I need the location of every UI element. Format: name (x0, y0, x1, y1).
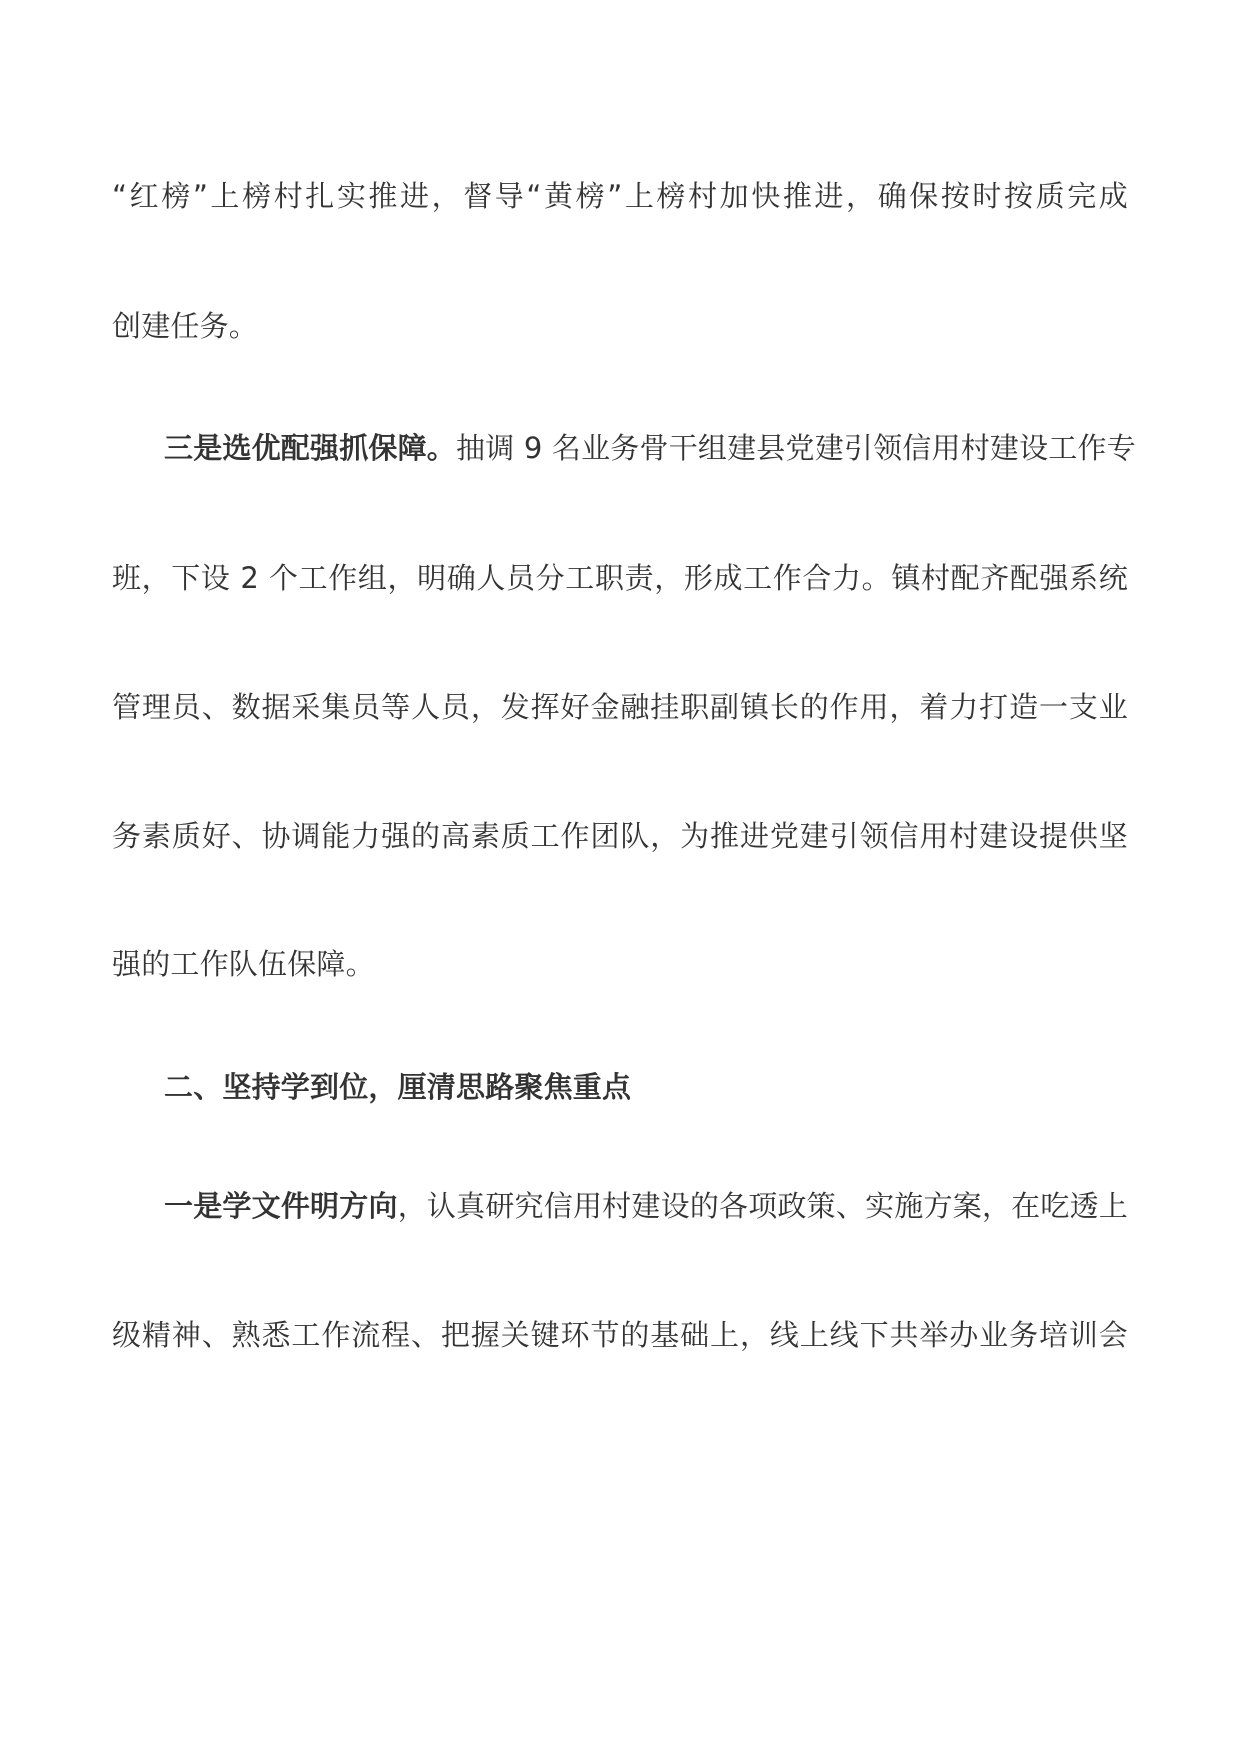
paragraph-line (164, 428, 1136, 468)
text-run: 务素质好、协调能力强的高素质工作团队，为推进党建引领信用村建设提供坚 (112, 819, 1128, 853)
paragraph-line (112, 306, 1128, 346)
paragraph-line (112, 558, 1128, 598)
paragraph-lead: 一是学文件明方向 (164, 1189, 398, 1223)
paragraph-line (112, 1315, 1128, 1355)
text-run: “红榜”上榜村扎实推进，督导“黄榜”上榜村加快推进，确保按时按质完成 (112, 179, 1128, 213)
text-run: 级精神、熟悉工作流程、把握关键环节的基础上，线上线下共举办业务培训会 (112, 1318, 1128, 1352)
text-run: 抽调 9 名业务骨干组建县党建引领信用村建设工作专 (456, 431, 1136, 465)
section-heading (164, 1067, 1128, 1107)
paragraph-line (164, 1186, 1128, 1226)
text-run: 管理员、数据采集员等人员，发挥好金融挂职副镇长的作用，着力打造一支业 (112, 690, 1128, 724)
text-run: 强的工作队伍保障。 (112, 947, 375, 981)
paragraph-line (112, 687, 1128, 727)
text-run: 班，下设 2 个工作组，明确人员分工职责，形成工作合力。镇村配齐配强系统 (112, 561, 1128, 595)
paragraph-line (112, 176, 1128, 216)
paragraph-lead: 三是选优配强抓保障。 (164, 431, 457, 465)
text-run: ，认真研究信用村建设的各项政策、实施方案，在吃透上 (397, 1189, 1128, 1223)
paragraph-line (112, 944, 1128, 984)
text-run: 创建任务。 (112, 309, 259, 343)
paragraph-line (112, 816, 1128, 856)
section-heading-text: 二、坚持学到位，厘清思路聚焦重点 (164, 1070, 632, 1104)
